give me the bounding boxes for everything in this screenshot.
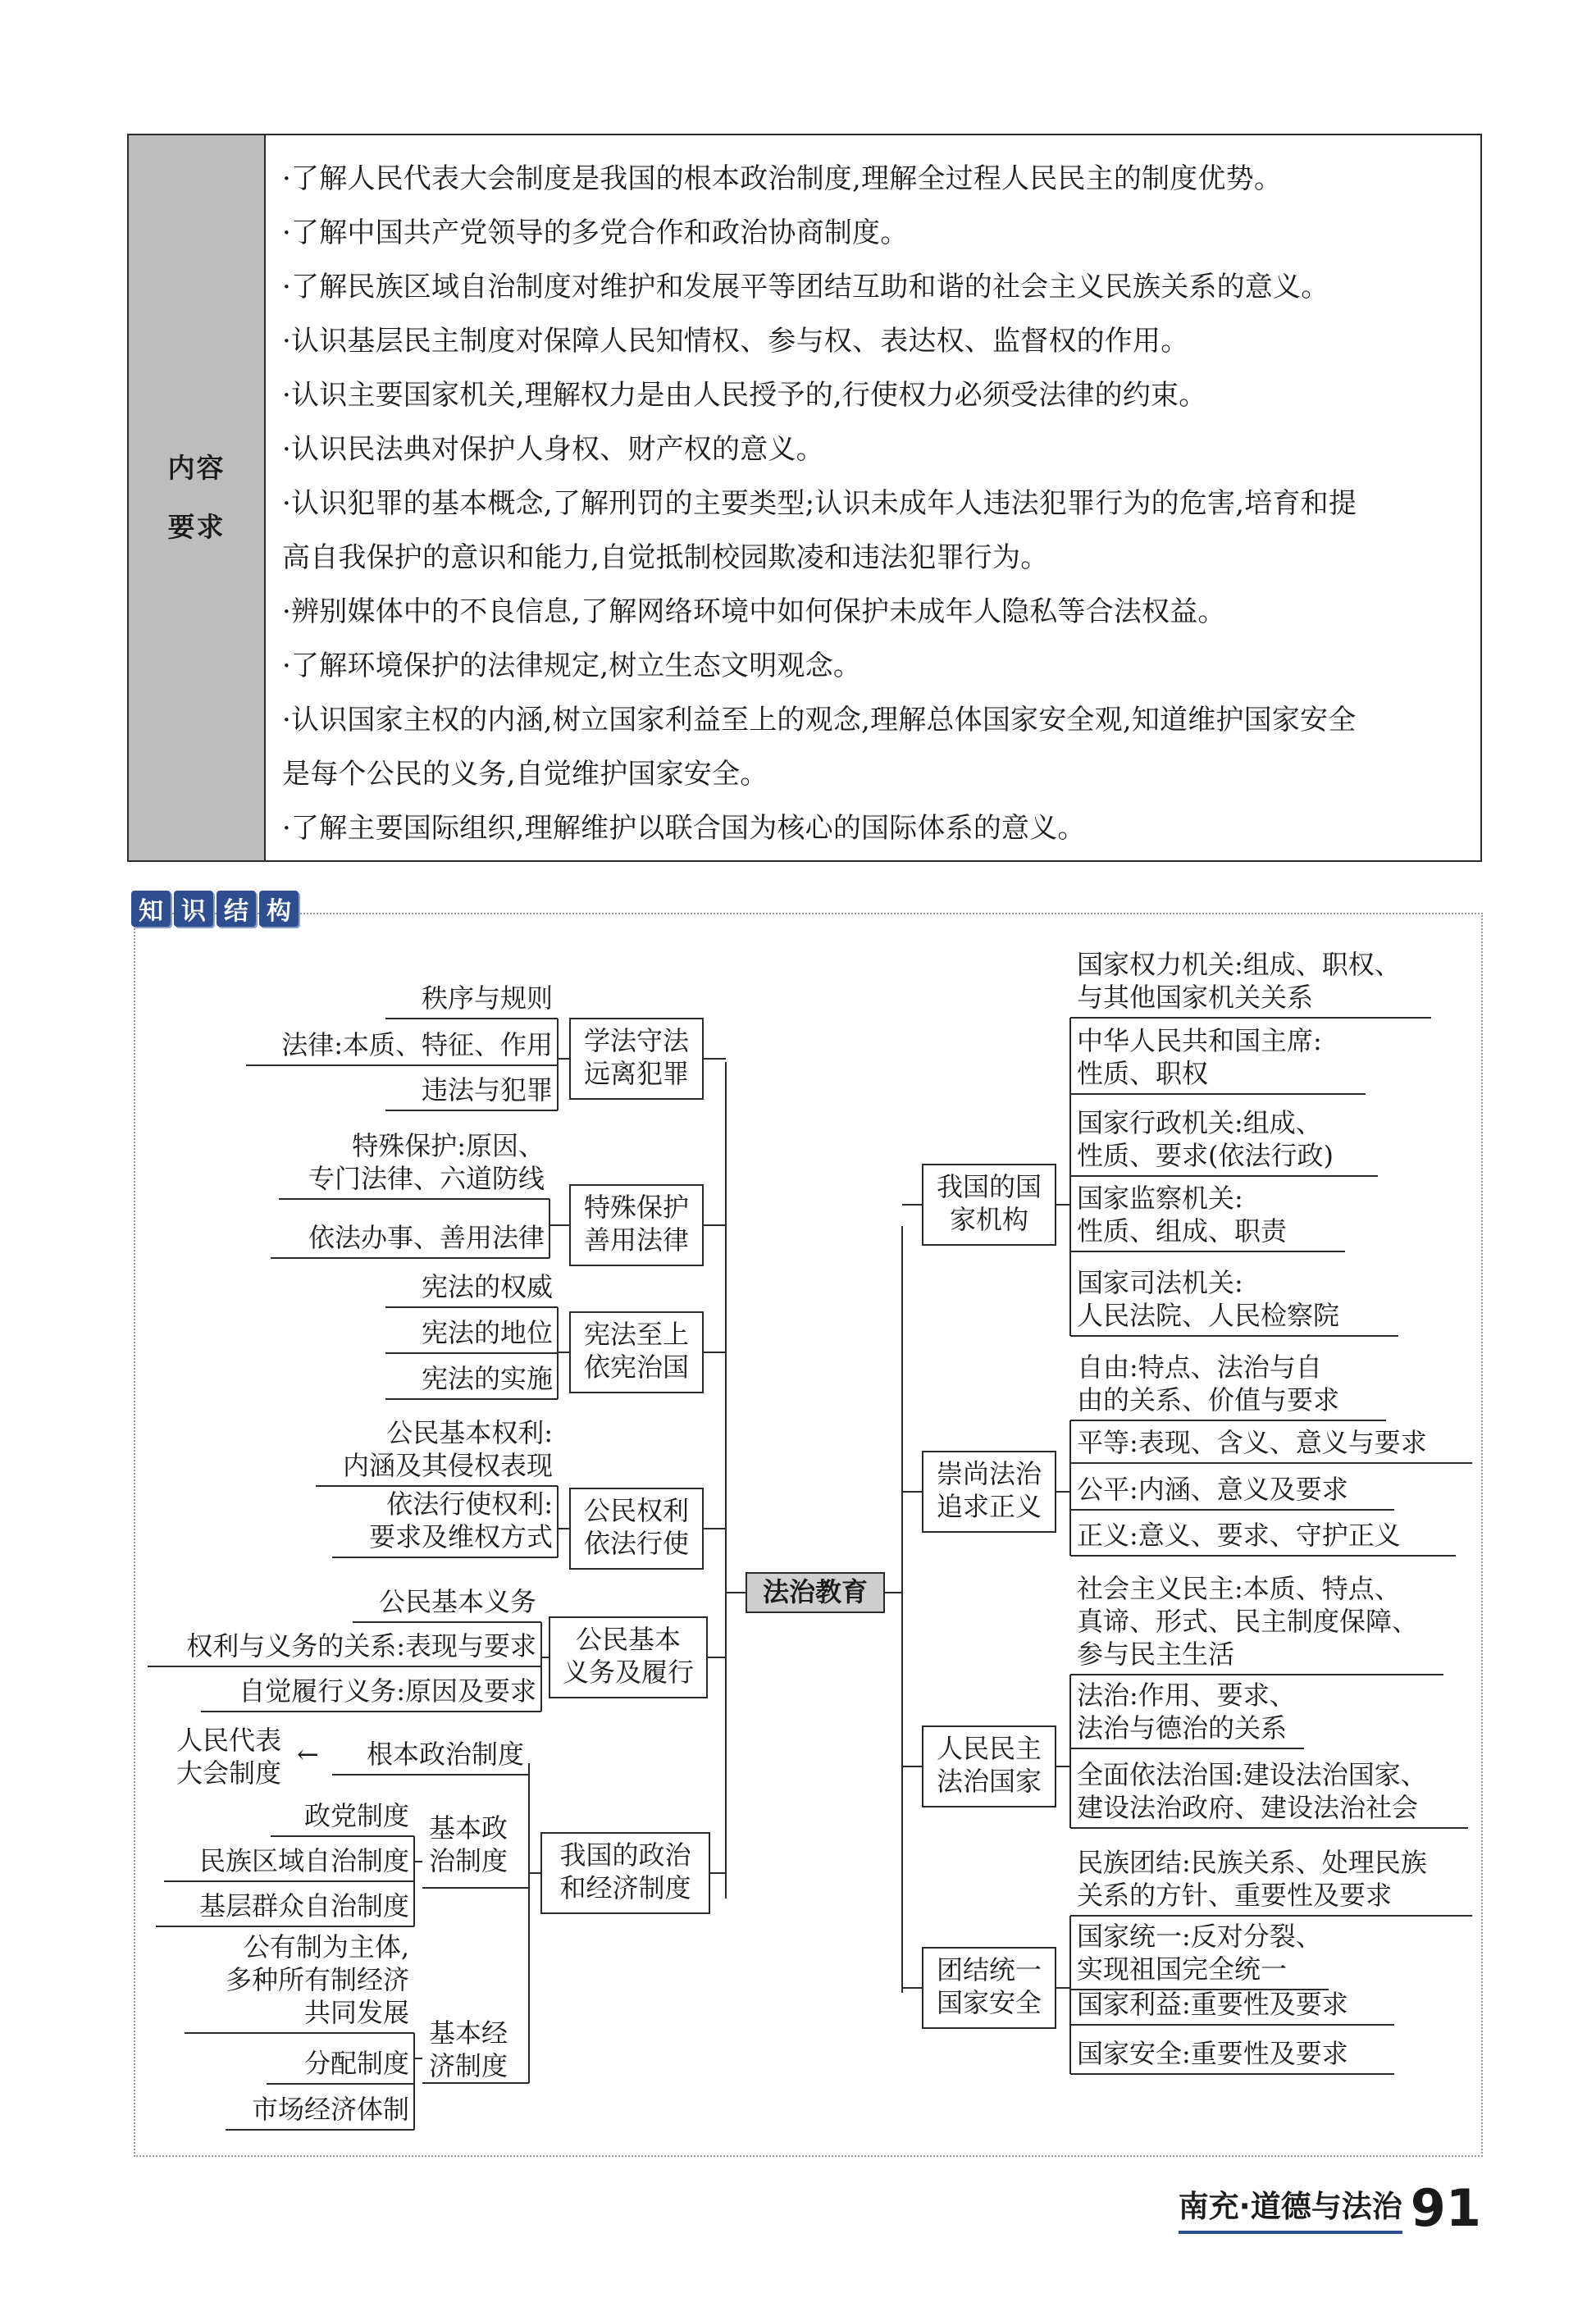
right-leaf-item: 国家权力机关:组成、职权、与其他国家机关关系 xyxy=(1077,949,1401,1013)
right-leaf-item: 平等:表现、含义、意义与要求 xyxy=(1077,1427,1427,1458)
requirement-line: ·认识基层民主制度对保障人民知情权、参与权、表达权、监督权的作用。 xyxy=(282,325,1189,358)
left-leaf-item: 违法与犯罪 xyxy=(421,1074,553,1105)
requirement-line: ·认识民法典对保护人身权、财产权的意义。 xyxy=(282,433,824,466)
requirement-line: ·了解人民代表大会制度是我国的根本政治制度,理解全过程人民民主的制度优势。 xyxy=(282,162,1283,195)
requirement-line: ·了解主要国际组织,理解维护以联合国为核心的国际体系的意义。 xyxy=(282,812,1086,845)
right-leaf-item: 中华人民共和国主席:性质、职权 xyxy=(1077,1025,1322,1089)
left-branch-label: 公民权利依法行使 xyxy=(583,1495,690,1559)
economic-item: 公有制为主体,多种所有制经济共同发展 xyxy=(225,1931,409,2028)
left-leaf-item: 宪法的权威 xyxy=(421,1271,553,1302)
left-leaf-item: 公民基本权利:内涵及其侵权表现 xyxy=(342,1417,553,1481)
requirement-line: ·了解民族区域自治制度对维护和发展平等团结互助和谐的社会主义民族关系的意义。 xyxy=(282,271,1329,303)
left-leaf-item: 宪法的实施 xyxy=(421,1363,553,1394)
requirement-line: ·辨别媒体中的不良信息,了解网络环境中如何保护未成年人隐私等合法权益。 xyxy=(282,595,1226,628)
right-leaf-item: 正义:意义、要求、守护正义 xyxy=(1077,1520,1401,1551)
requirement-line: 是每个公民的义务,自觉维护国家安全。 xyxy=(282,758,768,791)
page-number: 91 xyxy=(1410,2178,1481,2238)
requirement-line: ·了解中国共产党领导的多党合作和政治协商制度。 xyxy=(282,217,909,249)
tag-char: 识 xyxy=(174,891,213,927)
right-leaf-item: 国家司法机关:人民法院、人民检察院 xyxy=(1077,1267,1340,1331)
right-leaf-item: 民族团结:民族关系、处理民族关系的方针、重要性及要求 xyxy=(1077,1847,1427,1911)
right-leaf-item: 国家安全:重要性及要求 xyxy=(1077,2038,1348,2069)
right-leaf-item: 全面依法治国:建设法治国家、建设法治政府、建设法治社会 xyxy=(1077,1759,1427,1823)
left-leaf-item: 依法办事、善用法律 xyxy=(308,1222,545,1253)
economic-item: 分配制度 xyxy=(303,2048,409,2079)
side-label-line-1: 内容 xyxy=(167,452,226,484)
requirement-line: ·了解环境保护的法律规定,树立生态文明观念。 xyxy=(282,650,862,682)
side-label-line-2: 要求 xyxy=(167,511,226,543)
book-title: 南充·道德与法治 xyxy=(1179,2181,1402,2234)
right-leaf-item: 自由:特点、法治与自由的关系、价值与要求 xyxy=(1077,1352,1340,1415)
root-system-item: 根本政治制度 xyxy=(366,1739,524,1770)
center-node-text: 法治教育 xyxy=(762,1576,869,1607)
right-branch-label: 崇尚法治追求正义 xyxy=(936,1458,1042,1522)
right-leaf-item: 国家利益:重要性及要求 xyxy=(1077,1989,1348,2020)
right-leaf-item: 法治:作用、要求、法治与德治的关系 xyxy=(1077,1680,1296,1744)
left-leaf-item: 权利与义务的关系:表现与要求 xyxy=(186,1630,536,1662)
tag-char: 知 xyxy=(131,891,171,927)
economic-item: 市场经济体制 xyxy=(251,2094,409,2125)
basic-economic-label: 基本经济制度 xyxy=(429,2017,508,2081)
left-branch-label: 我国的政治和经济制度 xyxy=(559,1839,691,1903)
right-leaf-item: 公平:内涵、意义及要求 xyxy=(1077,1474,1348,1505)
right-branch-label: 人民民主法治国家 xyxy=(936,1733,1042,1797)
right-branch-label: 我国的国家机构 xyxy=(936,1171,1042,1235)
right-leaf-item: 社会主义民主:本质、特点、真谛、形式、民主制度保障、参与民主生活 xyxy=(1077,1573,1419,1670)
left-leaf-item: 公民基本义务 xyxy=(378,1586,536,1617)
left-branch-label: 公民基本义务及履行 xyxy=(562,1624,695,1688)
requirement-line: ·认识主要国家机关,理解权力是由人民授予的,行使权力必须受法律的约束。 xyxy=(282,379,1207,412)
political-item: 政党制度 xyxy=(303,1800,409,1831)
basic-political-label: 基本政治制度 xyxy=(429,1812,508,1876)
left-leaf-item: 法律:本质、特征、作用 xyxy=(281,1029,553,1060)
left-leaf-item: 特殊保护:原因、专门法律、六道防线 xyxy=(308,1130,545,1194)
requirement-line: ·认识犯罪的基本概念,了解刑罚的主要类型;认识未成年人违法犯罪行为的危害,培育和提 xyxy=(282,487,1357,520)
requirement-line: 高自我保护的意识和能力,自觉抵制校园欺凌和违法犯罪行为。 xyxy=(282,541,1049,574)
right-branch-label: 团结统一国家安全 xyxy=(936,1954,1042,2018)
left-leaf-item: 宪法的地位 xyxy=(421,1317,553,1348)
arrow-icon: ← xyxy=(297,1739,319,1770)
tag-char: 构 xyxy=(259,891,299,927)
political-item: 民族区域自治制度 xyxy=(198,1845,409,1876)
left-leaf-item: 秩序与规则 xyxy=(421,982,553,1014)
left-branch-label: 学法守法远离犯罪 xyxy=(583,1025,690,1089)
political-item: 基层群众自治制度 xyxy=(198,1890,409,1921)
left-leaf-item: 依法行使权利:要求及维权方式 xyxy=(368,1488,553,1552)
left-branch-label: 宪法至上依宪治国 xyxy=(583,1319,690,1383)
right-leaf-item: 国家监察机关:性质、组成、职责 xyxy=(1077,1183,1288,1247)
left-branch-label: 特殊保护善用法律 xyxy=(583,1192,690,1256)
npc-note: 人民代表大会制度 xyxy=(176,1725,282,1789)
page-footer xyxy=(1178,2178,1481,2238)
right-leaf-item: 国家行政机关:组成、性质、要求(依法行政) xyxy=(1077,1107,1334,1171)
left-leaf-item: 自觉履行义务:原因及要求 xyxy=(239,1675,536,1707)
requirement-line: ·认识国家主权的内涵,树立国家利益至上的观念,理解总体国家安全观,知道维护国家安全 xyxy=(282,704,1357,736)
right-leaf-item: 国家统一:反对分裂、实现祖国完全统一 xyxy=(1077,1921,1322,1985)
tag-char: 结 xyxy=(217,891,256,927)
